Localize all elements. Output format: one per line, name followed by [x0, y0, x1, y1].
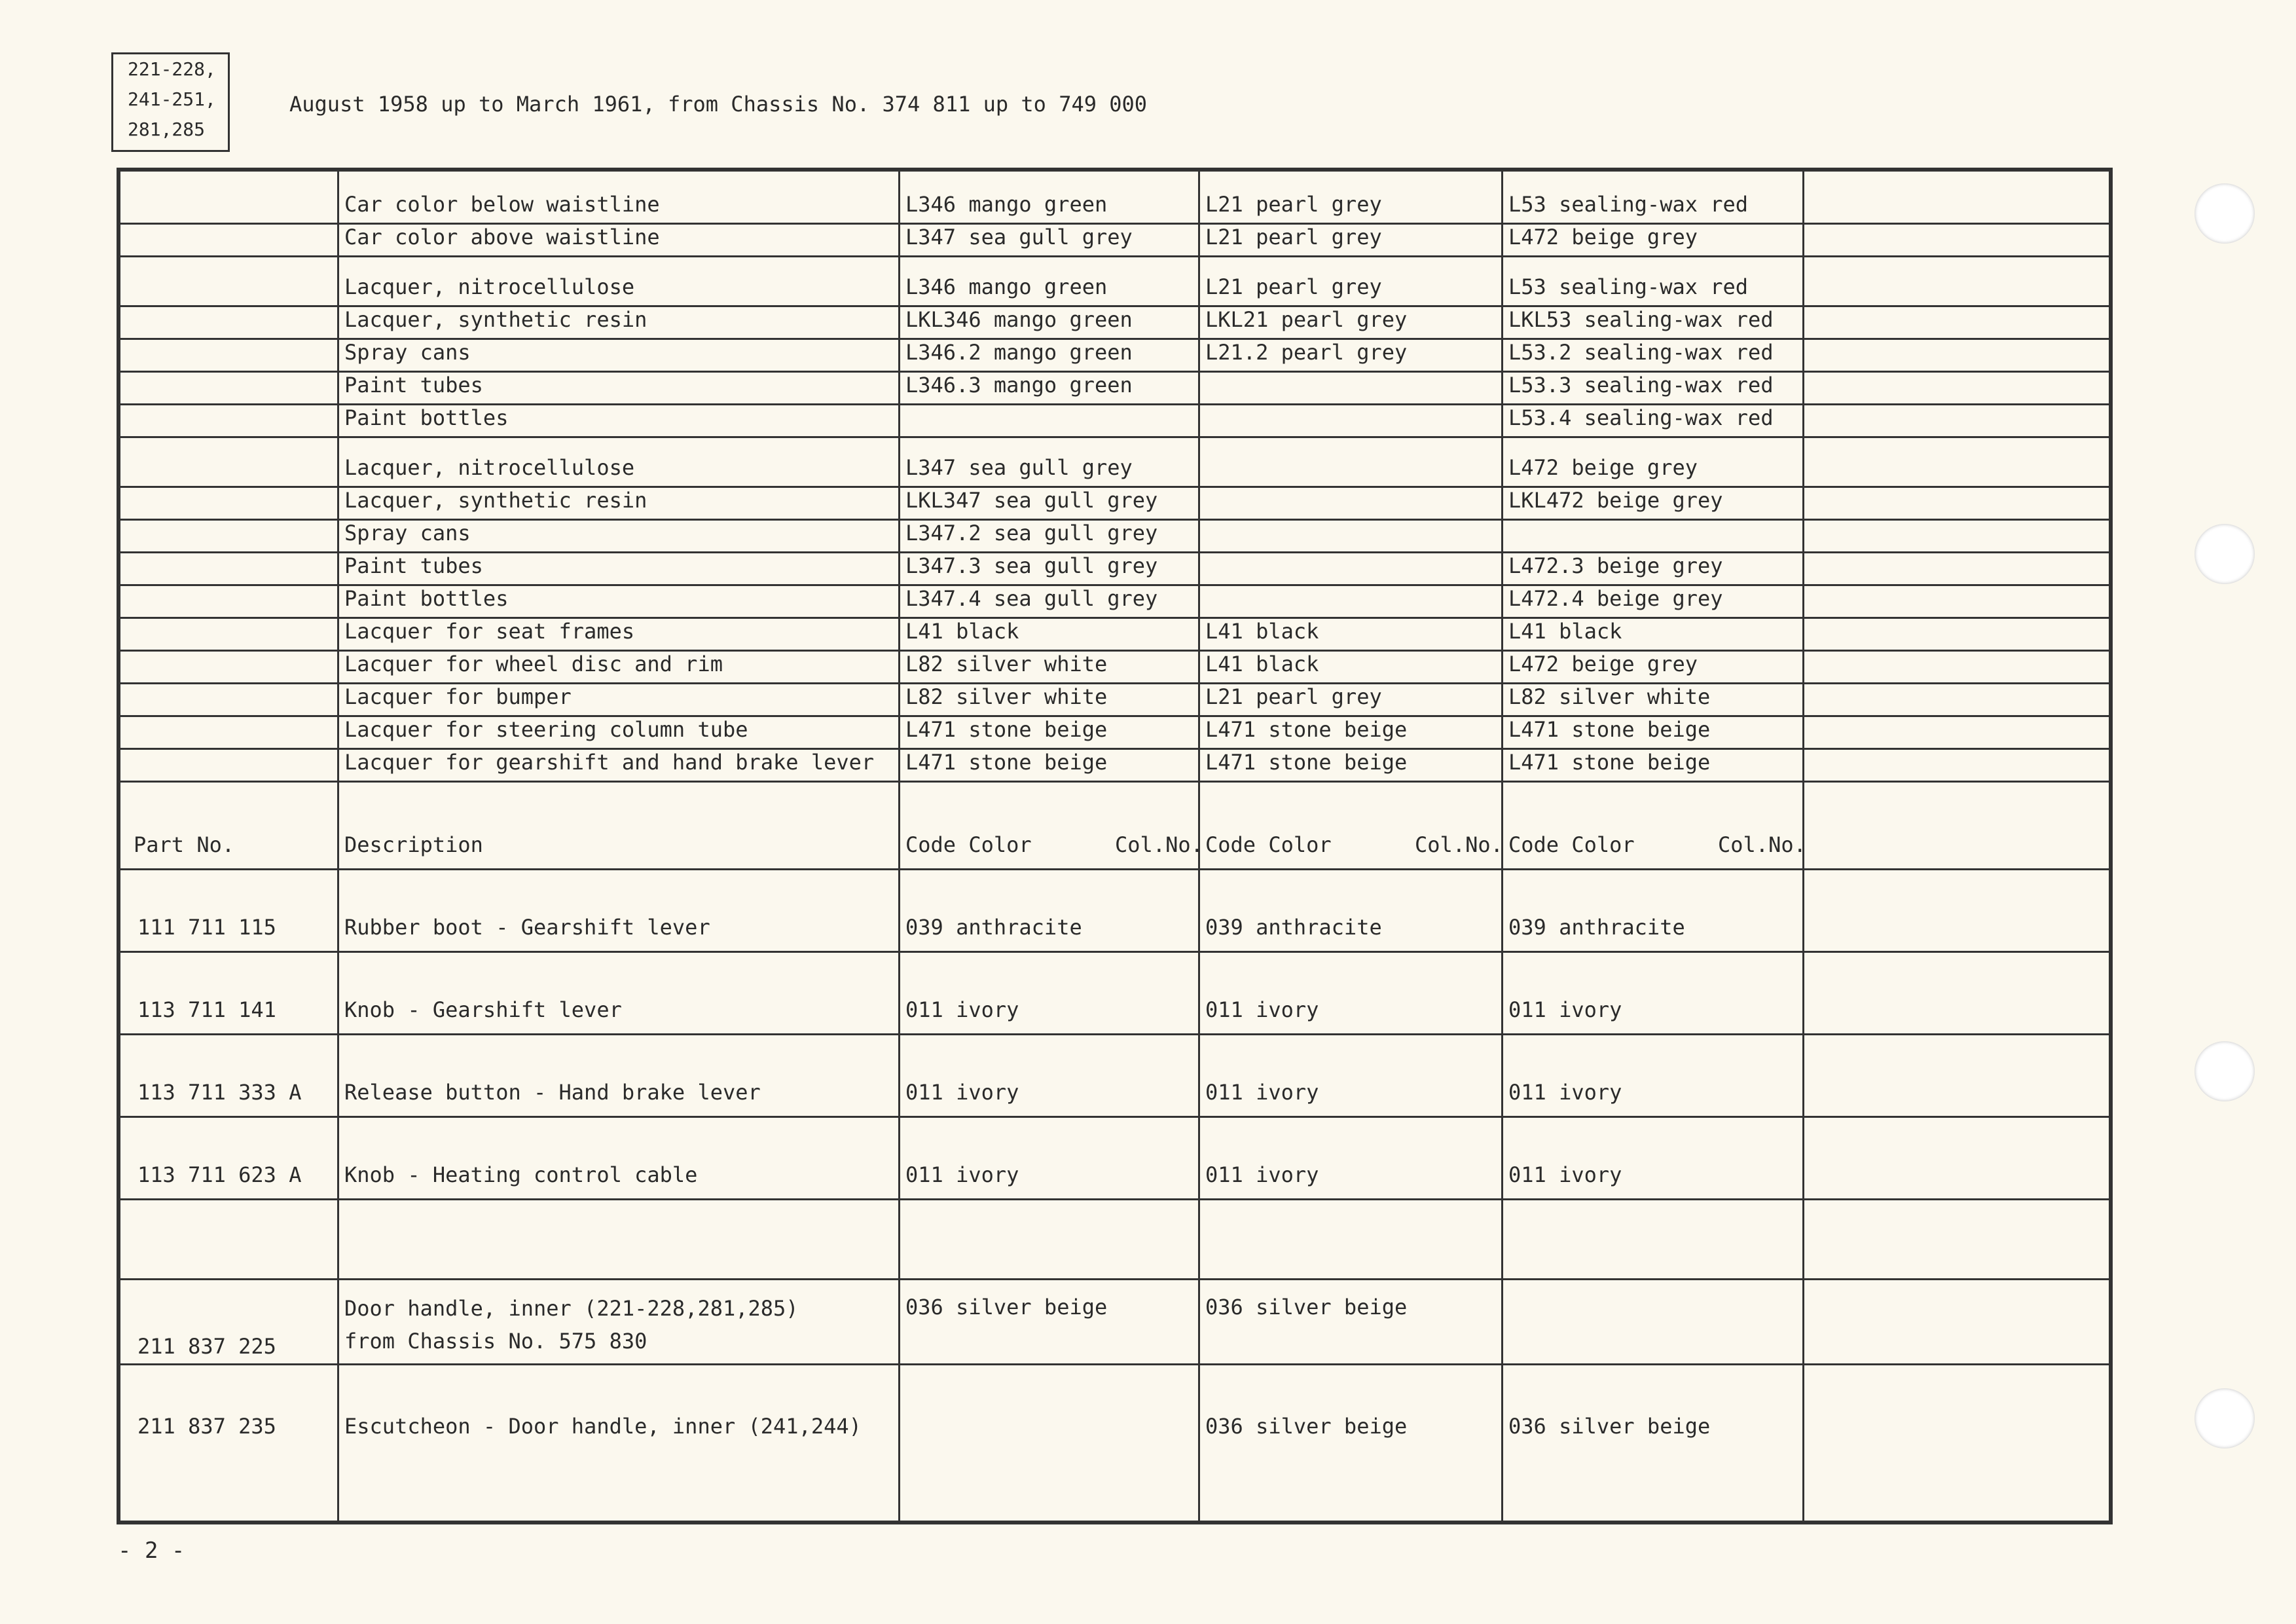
- header-description: Description: [344, 832, 483, 857]
- column-divider: [898, 172, 900, 1521]
- part-color: 036 silver beige: [1205, 1295, 1408, 1320]
- part-color: 039 anthracite: [1205, 915, 1382, 940]
- row-divider: [120, 1033, 2109, 1035]
- color-cell: L347 sea gull grey: [905, 225, 1133, 249]
- color-cell: L347 sea gull grey: [905, 455, 1133, 480]
- color-cell: L471 stone beige: [1508, 717, 1711, 742]
- part-color: 036 silver beige: [1508, 1414, 1711, 1439]
- color-cell: L472 beige grey: [1508, 455, 1698, 480]
- row-divider: [120, 1198, 2109, 1200]
- part-description: Door handle, inner (221-228,281,285): [344, 1296, 799, 1321]
- part-number: 111 711 115: [137, 915, 276, 940]
- color-row-label: Lacquer, nitrocellulose: [344, 274, 635, 299]
- color-cell: L472.3 beige grey: [1508, 553, 1723, 578]
- color-cell: L21 pearl grey: [1205, 192, 1382, 217]
- part-description: Escutcheon - Door handle, inner (241,244): [344, 1414, 862, 1439]
- part-color: 011 ivory: [905, 1162, 1019, 1187]
- color-cell: L346.2 mango green: [905, 340, 1133, 365]
- color-cell: L471 stone beige: [905, 750, 1108, 775]
- color-row-label: Spray cans: [344, 340, 471, 365]
- color-cell: L53 sealing-wax red: [1508, 192, 1749, 217]
- color-cell: L347.4 sea gull grey: [905, 586, 1158, 611]
- color-row-label: Paint tubes: [344, 373, 483, 397]
- color-cell: L346 mango green: [905, 192, 1108, 217]
- color-cell: L346.3 mango green: [905, 373, 1133, 397]
- row-divider: [120, 436, 2109, 438]
- row-divider: [120, 951, 2109, 953]
- color-cell: L471 stone beige: [1205, 717, 1408, 742]
- color-cell: L472 beige grey: [1508, 652, 1698, 676]
- color-row-label: Lacquer for wheel disc and rim: [344, 652, 723, 676]
- validity-header: August 1958 up to March 1961, from Chassis No. 374 811 up to 749 000: [289, 92, 1148, 117]
- model-code-box: [111, 52, 230, 152]
- color-row-label: Paint bottles: [344, 405, 509, 430]
- color-cell: L41 black: [1508, 619, 1622, 644]
- part-color: 011 ivory: [1508, 1080, 1622, 1105]
- color-cell: L21.2 pearl grey: [1205, 340, 1408, 365]
- color-cell: L53.3 sealing-wax red: [1508, 373, 1774, 397]
- part-color: 036 silver beige: [905, 1295, 1108, 1320]
- header-col-no: Col.No.: [1415, 832, 1503, 857]
- part-color: 011 ivory: [1508, 1162, 1622, 1187]
- part-description: from Chassis No. 575 830: [344, 1329, 647, 1354]
- color-cell: L346 mango green: [905, 274, 1108, 299]
- header-divider: [120, 868, 2109, 870]
- color-cell: L471 stone beige: [1508, 750, 1711, 775]
- part-color: 039 anthracite: [905, 915, 1082, 940]
- color-cell: L53 sealing-wax red: [1508, 274, 1749, 299]
- model-code: 221-228,: [128, 58, 216, 80]
- part-description: Knob - Heating control cable: [344, 1162, 698, 1187]
- color-cell: L53.2 sealing-wax red: [1508, 340, 1774, 365]
- header-code-color: Code Color: [1508, 832, 1635, 857]
- row-divider: [120, 1116, 2109, 1118]
- color-row-label: Lacquer for bumper: [344, 684, 572, 709]
- color-cell: L471 stone beige: [1205, 750, 1408, 775]
- color-cell: LKL472 beige grey: [1508, 488, 1723, 513]
- row-divider: [120, 1363, 2109, 1365]
- model-code: 281,285: [128, 119, 206, 140]
- row-divider: [120, 1278, 2109, 1280]
- color-cell: L21 pearl grey: [1205, 225, 1382, 249]
- row-divider: [120, 255, 2109, 257]
- part-color: 011 ivory: [905, 1080, 1019, 1105]
- color-row-label: Lacquer, synthetic resin: [344, 307, 647, 332]
- header-col-no: Col.No.: [1718, 832, 1806, 857]
- color-cell: L41 black: [1205, 619, 1319, 644]
- part-color: 039 anthracite: [1508, 915, 1685, 940]
- part-color: 011 ivory: [1205, 1162, 1319, 1187]
- color-cell: L82 silver white: [905, 652, 1108, 676]
- binder-hole: [2195, 1388, 2255, 1449]
- part-color: 011 ivory: [1205, 997, 1319, 1022]
- color-row-label: Lacquer for gearshift and hand brake lever: [344, 750, 875, 775]
- part-description: Knob - Gearshift lever: [344, 997, 622, 1022]
- color-cell: L471 stone beige: [905, 717, 1108, 742]
- part-color: 011 ivory: [905, 997, 1019, 1022]
- color-cell: L347.2 sea gull grey: [905, 521, 1158, 545]
- color-row-label: Lacquer for seat frames: [344, 619, 635, 644]
- color-cell: L347.3 sea gull grey: [905, 553, 1158, 578]
- row-divider: [120, 781, 2109, 783]
- color-row-label: Spray cans: [344, 521, 471, 545]
- part-description: Release button - Hand brake lever: [344, 1080, 761, 1105]
- binder-hole: [2195, 183, 2255, 244]
- color-cell: L41 black: [1205, 652, 1319, 676]
- part-color: 011 ivory: [1205, 1080, 1319, 1105]
- header-col-no: Col.No.: [1115, 832, 1203, 857]
- color-cell: L21 pearl grey: [1205, 274, 1382, 299]
- color-row-label: Car color above waistline: [344, 225, 660, 249]
- part-number: 211 837 225: [137, 1334, 276, 1359]
- part-number: 113 711 141: [137, 997, 276, 1022]
- color-row-label: Paint tubes: [344, 553, 483, 578]
- color-row-label: Paint bottles: [344, 586, 509, 611]
- part-description: Rubber boot - Gearshift lever: [344, 915, 710, 940]
- color-row-label: Lacquer, synthetic resin: [344, 488, 647, 513]
- model-code: 241-251,: [128, 88, 216, 110]
- binder-hole: [2195, 1041, 2255, 1101]
- header-code-color: Code Color: [905, 832, 1032, 857]
- binder-hole: [2195, 524, 2255, 584]
- color-cell: L82 silver white: [1508, 684, 1711, 709]
- column-divider: [337, 172, 339, 1521]
- color-row-label: Lacquer for steering column tube: [344, 717, 748, 742]
- color-cell: L82 silver white: [905, 684, 1108, 709]
- part-number: 113 711 333 A: [137, 1080, 302, 1105]
- paint-color-table: [117, 168, 2113, 1524]
- color-cell: L41 black: [905, 619, 1019, 644]
- color-cell: L472 beige grey: [1508, 225, 1698, 249]
- color-cell: LKL53 sealing-wax red: [1508, 307, 1774, 332]
- color-cell: L472.4 beige grey: [1508, 586, 1723, 611]
- color-cell: LKL347 sea gull grey: [905, 488, 1158, 513]
- header-code-color: Code Color: [1205, 832, 1332, 857]
- page-number: - 2 -: [118, 1538, 185, 1564]
- color-row-label: Lacquer, nitrocellulose: [344, 455, 635, 480]
- part-color: 036 silver beige: [1205, 1414, 1408, 1439]
- color-cell: L21 pearl grey: [1205, 684, 1382, 709]
- color-cell: L53.4 sealing-wax red: [1508, 405, 1774, 430]
- part-number: 211 837 235: [137, 1414, 276, 1439]
- color-cell: LKL346 mango green: [905, 307, 1133, 332]
- header-part-no: Part No.: [134, 832, 235, 857]
- color-cell: LKL21 pearl grey: [1205, 307, 1408, 332]
- part-color: 011 ivory: [1508, 997, 1622, 1022]
- color-row-label: Car color below waistline: [344, 192, 660, 217]
- part-number: 113 711 623 A: [137, 1162, 302, 1187]
